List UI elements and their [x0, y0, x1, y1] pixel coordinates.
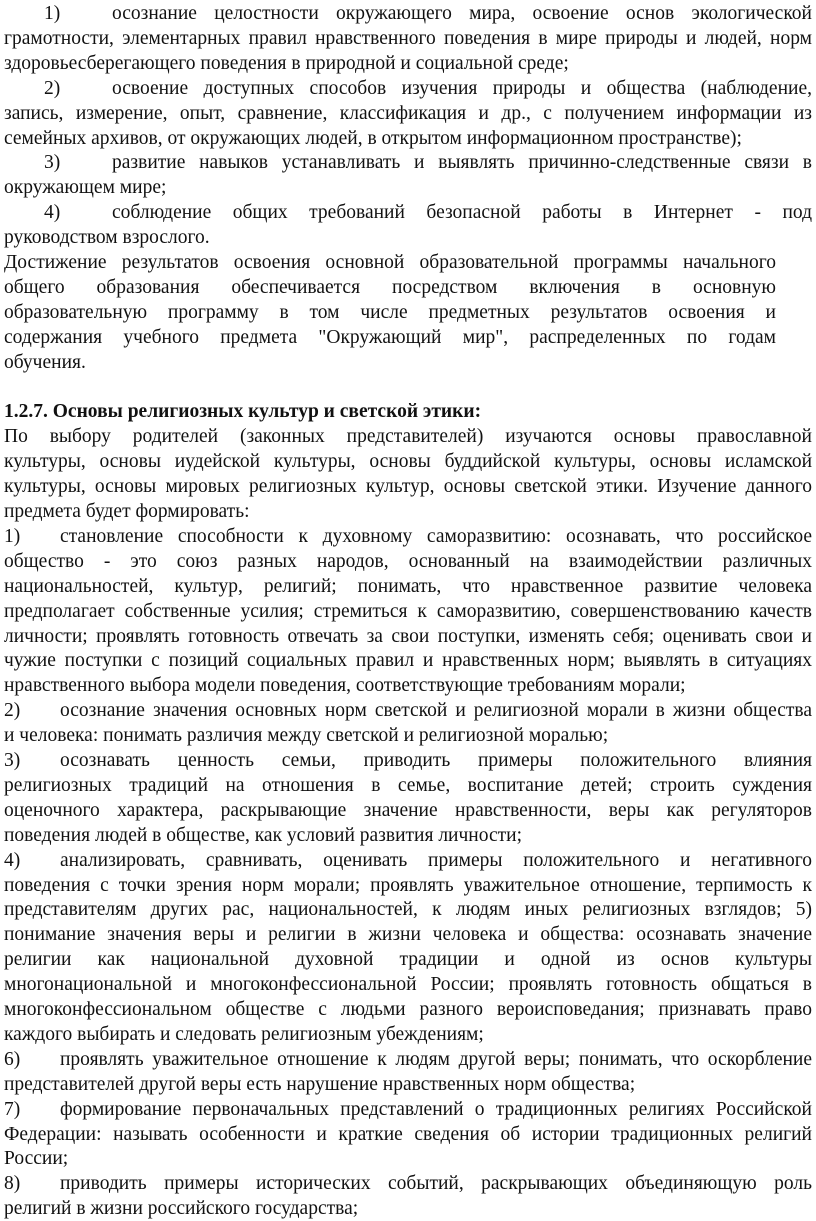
line-text: содержания учебного предмета "Окружающий мир", распределенных по годам — [4, 326, 776, 348]
line-text: По выбору родителей (законных представителей) изучаются основы православной — [4, 426, 812, 448]
text-line — [4, 27, 812, 51]
text-line — [4, 674, 812, 698]
line-text: религий в жизни российского государства; — [4, 1198, 359, 1220]
text-line — [4, 724, 812, 748]
line-text: России; — [4, 1148, 69, 1170]
text-line — [4, 998, 812, 1022]
text-line — [4, 475, 812, 499]
text-line — [4, 52, 812, 76]
text-line — [4, 500, 812, 524]
text-line — [4, 1073, 812, 1097]
text-line — [4, 948, 812, 972]
text-line — [4, 127, 812, 151]
line-text: общество - это союз разных народов, основанный на взаимодействии различных — [4, 550, 812, 572]
text-line — [4, 625, 812, 649]
line-text: Федерации: называть особенности и краткие сведения об истории традиционных религий — [4, 1123, 812, 1145]
line-text: проявлять уважительное отношение к людям другой веры; понимать, что оскорбление — [60, 1048, 812, 1070]
line-text: предмета будет формировать: — [4, 501, 250, 522]
text-line — [4, 102, 812, 126]
text-line — [4, 973, 812, 997]
line-text: личности; проявлять готовность отвечать за свои поступки, изменять себя; оценивать свои и — [4, 625, 812, 647]
text-line — [4, 774, 812, 798]
text-line — [4, 1123, 812, 1147]
line-text: освоение доступных способов изучения природы и общества (наблюдение, — [112, 77, 812, 99]
text-line — [4, 151, 812, 175]
line-text: культуры, основы иудейской культуры, основы буддийской культуры, основы исламской — [4, 451, 812, 473]
text-line — [4, 699, 812, 723]
text-line — [4, 376, 812, 400]
list-number: 4) — [44, 202, 61, 224]
line-text: осознание целостности окружающего мира, освоение основ экологической — [112, 3, 812, 24]
line-text: представителей другой веры есть нарушение нравственных норм общества; — [4, 1073, 636, 1095]
text-line — [4, 824, 812, 848]
section-heading — [4, 400, 812, 424]
line-text: и человека: понимать различия между светской и религиозной моралью; — [4, 725, 609, 747]
text-line — [4, 1023, 812, 1047]
text-line — [4, 276, 776, 300]
list-number: 3) — [4, 750, 21, 771]
text-line — [4, 649, 812, 673]
text-line — [4, 600, 812, 624]
text-line — [4, 1197, 812, 1221]
line-text: здоровьесберегающего поведения в природной и социальной среде; — [4, 52, 569, 74]
text-line — [4, 201, 812, 225]
text-line — [4, 799, 812, 823]
line-text: предполагает собственные усилия; стремиться к саморазвитию, совершенствованию качеств — [4, 600, 812, 622]
line-text: осознавать ценность семьи, приводить примеры положительного влияния — [60, 750, 812, 771]
text-line — [4, 351, 812, 375]
line-text: грамотности, элементарных правил нравственного поведения в мире природы и людей, норм — [4, 27, 812, 49]
line-text: многоконфессиональном обществе с людьми разного вероисповедания; признавать право — [4, 999, 812, 1020]
text-line — [4, 176, 812, 200]
line-text: каждого выбирать и следовать религиозным убеждениям; — [4, 1023, 484, 1045]
line-text: понимание значения веры и религии в жизни человека и общества: осознавать значение — [4, 924, 812, 946]
list-number: 1) — [4, 525, 21, 547]
text-line — [4, 749, 812, 773]
text-line — [4, 326, 776, 350]
text-line — [4, 450, 812, 474]
line-text: 1.2.7. Основы религиозных культур и светской этики: — [4, 401, 482, 423]
list-number: 2) — [4, 700, 21, 722]
line-text: чужие поступки с позиций социальных правил и нравственных норм; выявлять в ситуациях — [4, 650, 812, 672]
line-text: развитие навыков устанавливать и выявлять причинно-следственные связи в — [112, 152, 812, 174]
line-text: национальностей, культур, религий; понимать, что нравственное развитие человека — [4, 575, 812, 597]
text-line — [4, 1147, 812, 1171]
line-text: общего образования обеспечивается посредством включения в основную — [4, 276, 776, 298]
text-line — [4, 525, 812, 549]
list-number: 8) — [4, 1173, 21, 1195]
line-text: становление способности к духовному саморазвитию: осознавать, что российское — [60, 525, 812, 547]
line-text: поведения людей в обществе, как условий развития личности; — [4, 824, 522, 846]
line-text: анализировать, сравнивать, оценивать примеры положительного и негативного — [60, 849, 812, 871]
line-text: религиозных традиций на отношения в семье, воспитание детей; строить суждения — [4, 774, 812, 796]
line-text: культуры, основы мировых религиозных культур, основы светской этики. Изучение данного — [4, 476, 812, 498]
list-number: 1) — [44, 3, 61, 24]
line-text: окружающем мире; — [4, 177, 167, 199]
line-text: семейных архивов, от окружающих людей, в открытом информационном пространстве); — [4, 127, 742, 149]
text-line — [4, 226, 812, 250]
line-text: запись, измерение, опыт, сравнение, классификация и др., с получением информации из — [4, 102, 812, 124]
text-line — [4, 1098, 812, 1122]
text-line — [4, 425, 812, 449]
list-number: 4) — [4, 849, 21, 871]
line-text: многонациональной и многоконфессиональной России; проявлять готовность общаться в — [4, 974, 812, 996]
line-text: религии как национальной духовной традиции и одной из основ культуры — [4, 949, 812, 971]
text-line — [4, 923, 812, 947]
line-text: представителям других рас, национальностей, к людям иных религиозных взглядов; 5) — [4, 899, 812, 921]
text-line — [4, 898, 812, 922]
line-text: образовательную программу в том числе предметных результатов освоения и — [4, 301, 776, 323]
list-number: 2) — [44, 77, 61, 99]
line-text: обучения. — [4, 351, 86, 373]
text-line — [4, 849, 812, 873]
list-number: 7) — [4, 1098, 21, 1120]
text-line — [4, 251, 776, 275]
text-line — [4, 301, 776, 325]
line-text: осознание значения основных норм светской и религиозной морали в жизни общества — [60, 700, 812, 722]
list-number: 6) — [4, 1048, 21, 1070]
line-text: Достижение результатов освоения основной образовательной программы начального — [4, 252, 776, 273]
text-line — [4, 1172, 812, 1196]
text-line — [4, 874, 812, 898]
text-line — [4, 2, 812, 26]
line-text: приводить примеры исторических событий, раскрывающих объединяющую роль — [60, 1173, 812, 1195]
line-text: формирование первоначальных представлений о традиционных религиях Российской — [60, 1098, 812, 1120]
line-text: руководством взрослого. — [4, 227, 210, 249]
line-text: оценочного характера, раскрывающие значение нравственности, веры как регуляторов — [4, 799, 812, 821]
text-line — [4, 77, 812, 101]
line-text: нравственного выбора модели поведения, соответствующие требованиям морали; — [4, 675, 686, 697]
line-text: поведения с точки зрения норм морали; проявлять уважительное отношение, терпимость к — [4, 874, 812, 896]
text-line — [4, 575, 812, 599]
line-text: соблюдение общих требований безопасной работы в Интернет - под — [112, 202, 812, 224]
text-line — [4, 1048, 812, 1072]
text-line — [4, 550, 812, 574]
list-number: 3) — [44, 152, 61, 174]
